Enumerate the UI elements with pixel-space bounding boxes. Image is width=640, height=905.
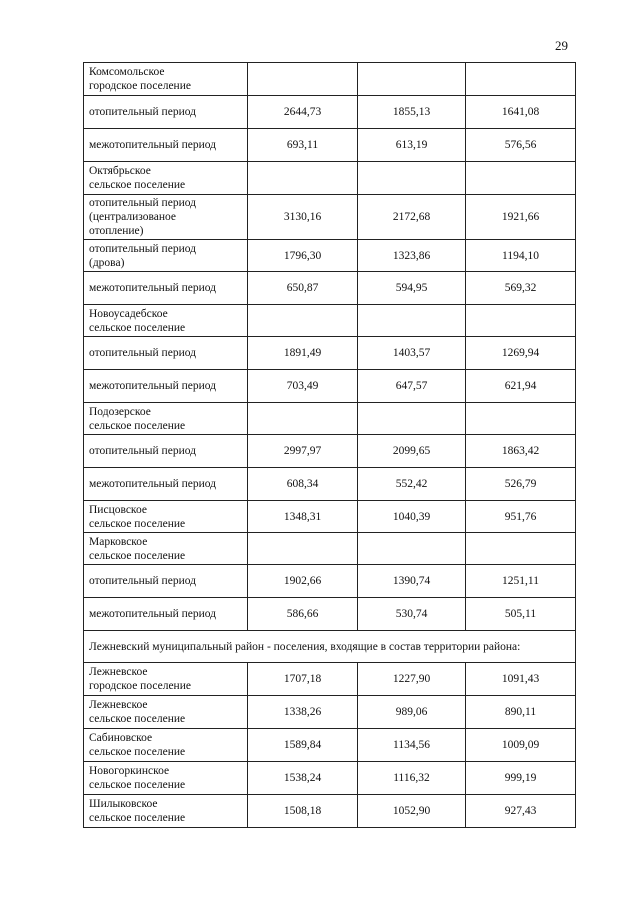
value-cell-3: 1641,08 [466,96,576,129]
value-cell-3 [466,533,576,565]
value-cell-1 [248,533,358,565]
value-cell-1: 1338,26 [248,696,358,729]
value-cell-2: 1040,39 [358,501,466,533]
value-cell-3: 526,79 [466,468,576,501]
value-cell-3 [466,63,576,96]
value-cell-3 [466,305,576,337]
value-cell-2: 552,42 [358,468,466,501]
table-row [84,63,576,96]
row-label-cell: межотопительный период [84,598,248,631]
value-cell-2: 1052,90 [358,795,466,828]
value-cell-1: 1796,30 [248,240,358,272]
value-cell-1: 1902,66 [248,565,358,598]
settlement-name-cell: Новоусадебское сельское поселение [84,305,248,337]
row-label-cell: Лежневское городское поселение [84,663,248,696]
row-label-cell: отопительный период [84,435,248,468]
value-cell-3: 1863,42 [466,435,576,468]
value-cell-2 [358,63,466,96]
value-cell-1 [248,305,358,337]
table-row [84,96,576,129]
settlement-name-cell: Комсомольское городское поселение [84,63,248,96]
row-label-cell: отопительный период [84,337,248,370]
tariff-table [83,62,576,828]
value-cell-2 [358,162,466,195]
value-cell-2: 594,95 [358,272,466,305]
value-cell-3: 569,32 [466,272,576,305]
table-row [84,240,576,272]
value-cell-2: 1855,13 [358,96,466,129]
row-label-cell: Новогоркинское сельское поселение [84,762,248,795]
table-row [84,696,576,729]
value-cell-2: 1134,56 [358,729,466,762]
row-label-cell: Шилыковское сельское поселение [84,795,248,828]
value-cell-3: 1269,94 [466,337,576,370]
section-heading-cell: Лежневский муниципальный район - поселения, входящие в состав территории района: [84,631,576,663]
table-row [84,598,576,631]
table-row [84,305,576,337]
value-cell-1: 1891,49 [248,337,358,370]
table-row [84,195,576,240]
value-cell-3: 1251,11 [466,565,576,598]
value-cell-3: 1921,66 [466,195,576,240]
page-number: 29 [555,38,568,53]
row-label-cell: межотопительный период [84,129,248,162]
value-cell-2: 613,19 [358,129,466,162]
value-cell-1: 1707,18 [248,663,358,696]
value-cell-1 [248,63,358,96]
value-cell-2: 1403,57 [358,337,466,370]
value-cell-3: 999,19 [466,762,576,795]
value-cell-2 [358,403,466,435]
table-row [84,533,576,565]
value-cell-1: 1508,18 [248,795,358,828]
value-cell-3 [466,162,576,195]
value-cell-1: 1538,24 [248,762,358,795]
table-row [84,272,576,305]
row-label-cell: отопительный период [84,565,248,598]
value-cell-3: 927,43 [466,795,576,828]
value-cell-3: 505,11 [466,598,576,631]
value-cell-3: 1009,09 [466,729,576,762]
value-cell-3: 951,76 [466,501,576,533]
value-cell-2: 530,74 [358,598,466,631]
row-label-cell: отопительный период (дрова) [84,240,248,272]
value-cell-2: 1323,86 [358,240,466,272]
value-cell-1 [248,403,358,435]
table-row [84,631,576,663]
table-row [84,729,576,762]
settlement-name-cell: Октябрьское сельское поселение [84,162,248,195]
table-row [84,795,576,828]
value-cell-2: 1390,74 [358,565,466,598]
value-cell-3: 890,11 [466,696,576,729]
value-cell-2: 989,06 [358,696,466,729]
value-cell-3: 576,56 [466,129,576,162]
value-cell-1: 703,49 [248,370,358,403]
settlement-name-cell: Марковское сельское поселение [84,533,248,565]
table-row [84,468,576,501]
value-cell-2 [358,305,466,337]
value-cell-3 [466,403,576,435]
value-cell-1: 1348,31 [248,501,358,533]
row-label-cell: межотопительный период [84,272,248,305]
table-row [84,403,576,435]
value-cell-1 [248,162,358,195]
table-row [84,565,576,598]
row-label-cell: отопительный период [84,96,248,129]
value-cell-1: 3130,16 [248,195,358,240]
table-row [84,162,576,195]
value-cell-2: 1116,32 [358,762,466,795]
value-cell-1: 586,66 [248,598,358,631]
row-label-cell: отопительный период (централизованое отопление) [84,195,248,240]
table-row [84,435,576,468]
value-cell-1: 693,11 [248,129,358,162]
settlement-name-cell: Подозерское сельское поселение [84,403,248,435]
row-label-cell: Лежневское сельское поселение [84,696,248,729]
value-cell-1: 2644,73 [248,96,358,129]
value-cell-2: 1227,90 [358,663,466,696]
value-cell-2: 647,57 [358,370,466,403]
value-cell-3: 1091,43 [466,663,576,696]
value-cell-2: 2099,65 [358,435,466,468]
value-cell-1: 608,34 [248,468,358,501]
value-cell-3: 621,94 [466,370,576,403]
value-cell-3: 1194,10 [466,240,576,272]
row-label-cell: Писцовское сельское поселение [84,501,248,533]
row-label-cell: межотопительный период [84,370,248,403]
row-label-cell: межотопительный период [84,468,248,501]
table-row [84,501,576,533]
table-row [84,129,576,162]
table-row [84,370,576,403]
value-cell-2: 2172,68 [358,195,466,240]
row-label-cell: Сабиновское сельское поселение [84,729,248,762]
value-cell-1: 2997,97 [248,435,358,468]
value-cell-1: 1589,84 [248,729,358,762]
table-row [84,762,576,795]
value-cell-2 [358,533,466,565]
table-row [84,663,576,696]
table-body [84,63,576,828]
table-row [84,337,576,370]
value-cell-1: 650,87 [248,272,358,305]
